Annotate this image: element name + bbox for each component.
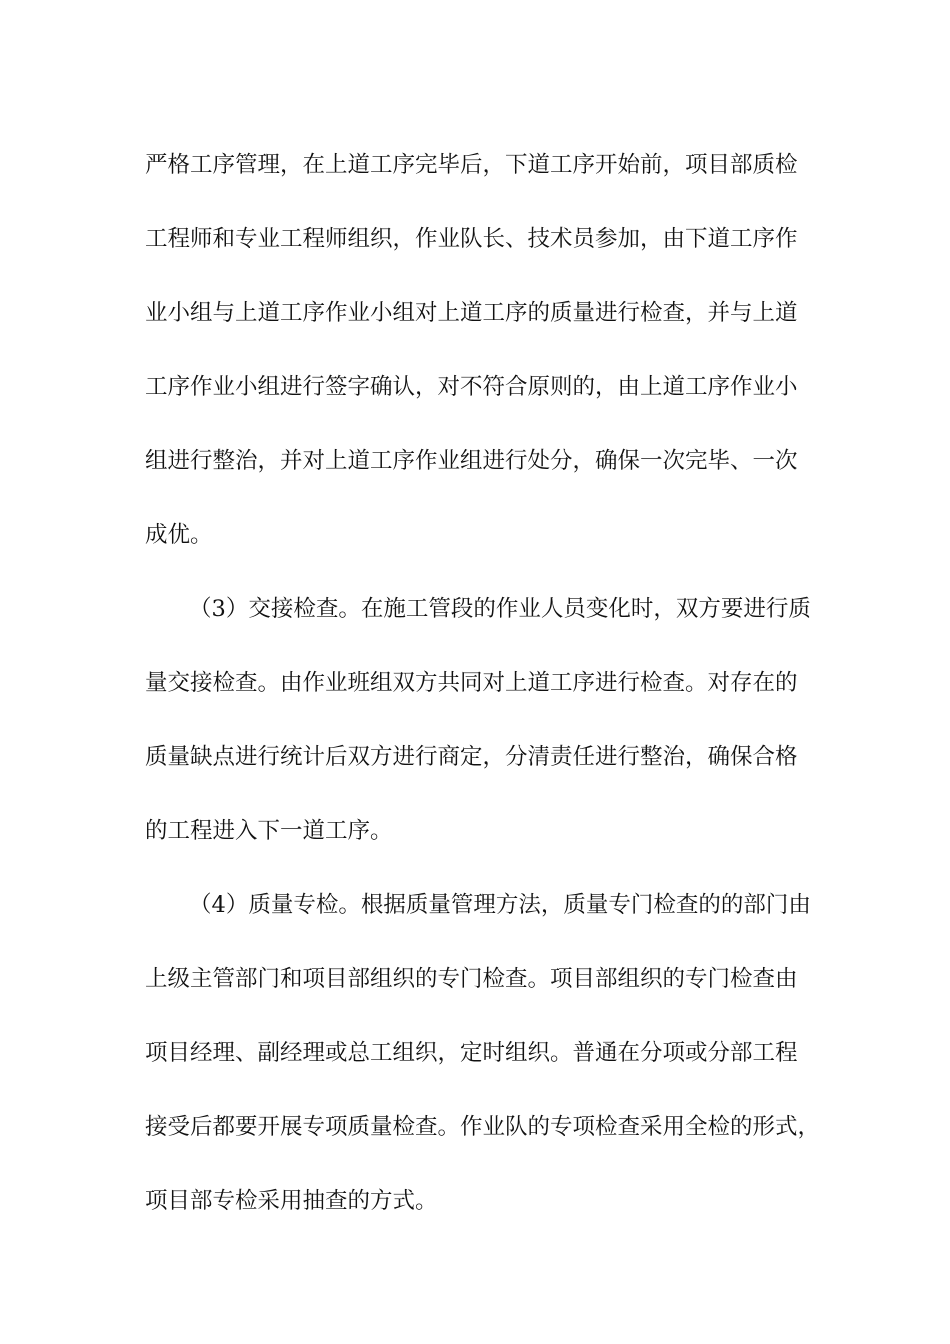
document-body	[145, 128, 821, 1238]
text-line: 组进行整治，并对上道工序作业组进行处分，确保一次完毕、一次	[145, 448, 798, 474]
text-line: 上级主管部门和项目部组织的专门检查。项目部组织的专门检查由	[145, 966, 798, 992]
text-line: 项目经理、副经理或总工组织，定时组织。普通在分项或分部工程	[145, 1040, 798, 1066]
text-line: 工序作业小组进行签字确认，对不符合原则的，由上道工序作业小	[145, 374, 798, 400]
text-line: 量交接检查。由作业班组双方共同对上道工序进行检查。对存在的	[145, 670, 798, 696]
text-line: 项目部专检采用抽查的方式。	[145, 1188, 438, 1214]
text-line: 业小组与上道工序作业小组对上道工序的质量进行检查，并与上道	[145, 300, 798, 326]
text-line: 严格工序管理，在上道工序完毕后，下道工序开始前，项目部质检	[145, 152, 798, 178]
paragraph-handover-inspection	[145, 572, 810, 868]
text-line: 接受后都要开展专项质量检查。作业队的专项检查采用全检的形式，	[145, 1114, 821, 1140]
paragraph-process-inspection	[145, 128, 810, 572]
text-line: （3）交接检查。在施工管段的作业人员变化时，双方要进行质	[189, 596, 811, 622]
paragraph-quality-special-inspection	[145, 868, 821, 1238]
text-line: 质量缺点进行统计后双方进行商定，分清责任进行整治，确保合格	[145, 744, 798, 770]
text-line: （4）质量专检。根据质量管理方法，质量专门检查的的部门由	[189, 892, 811, 918]
text-line: 的工程进入下一道工序。	[145, 818, 393, 844]
text-line: 成优。	[145, 522, 213, 548]
text-line: 工程师和专业工程师组织，作业队长、技术员参加，由下道工序作	[145, 226, 798, 252]
